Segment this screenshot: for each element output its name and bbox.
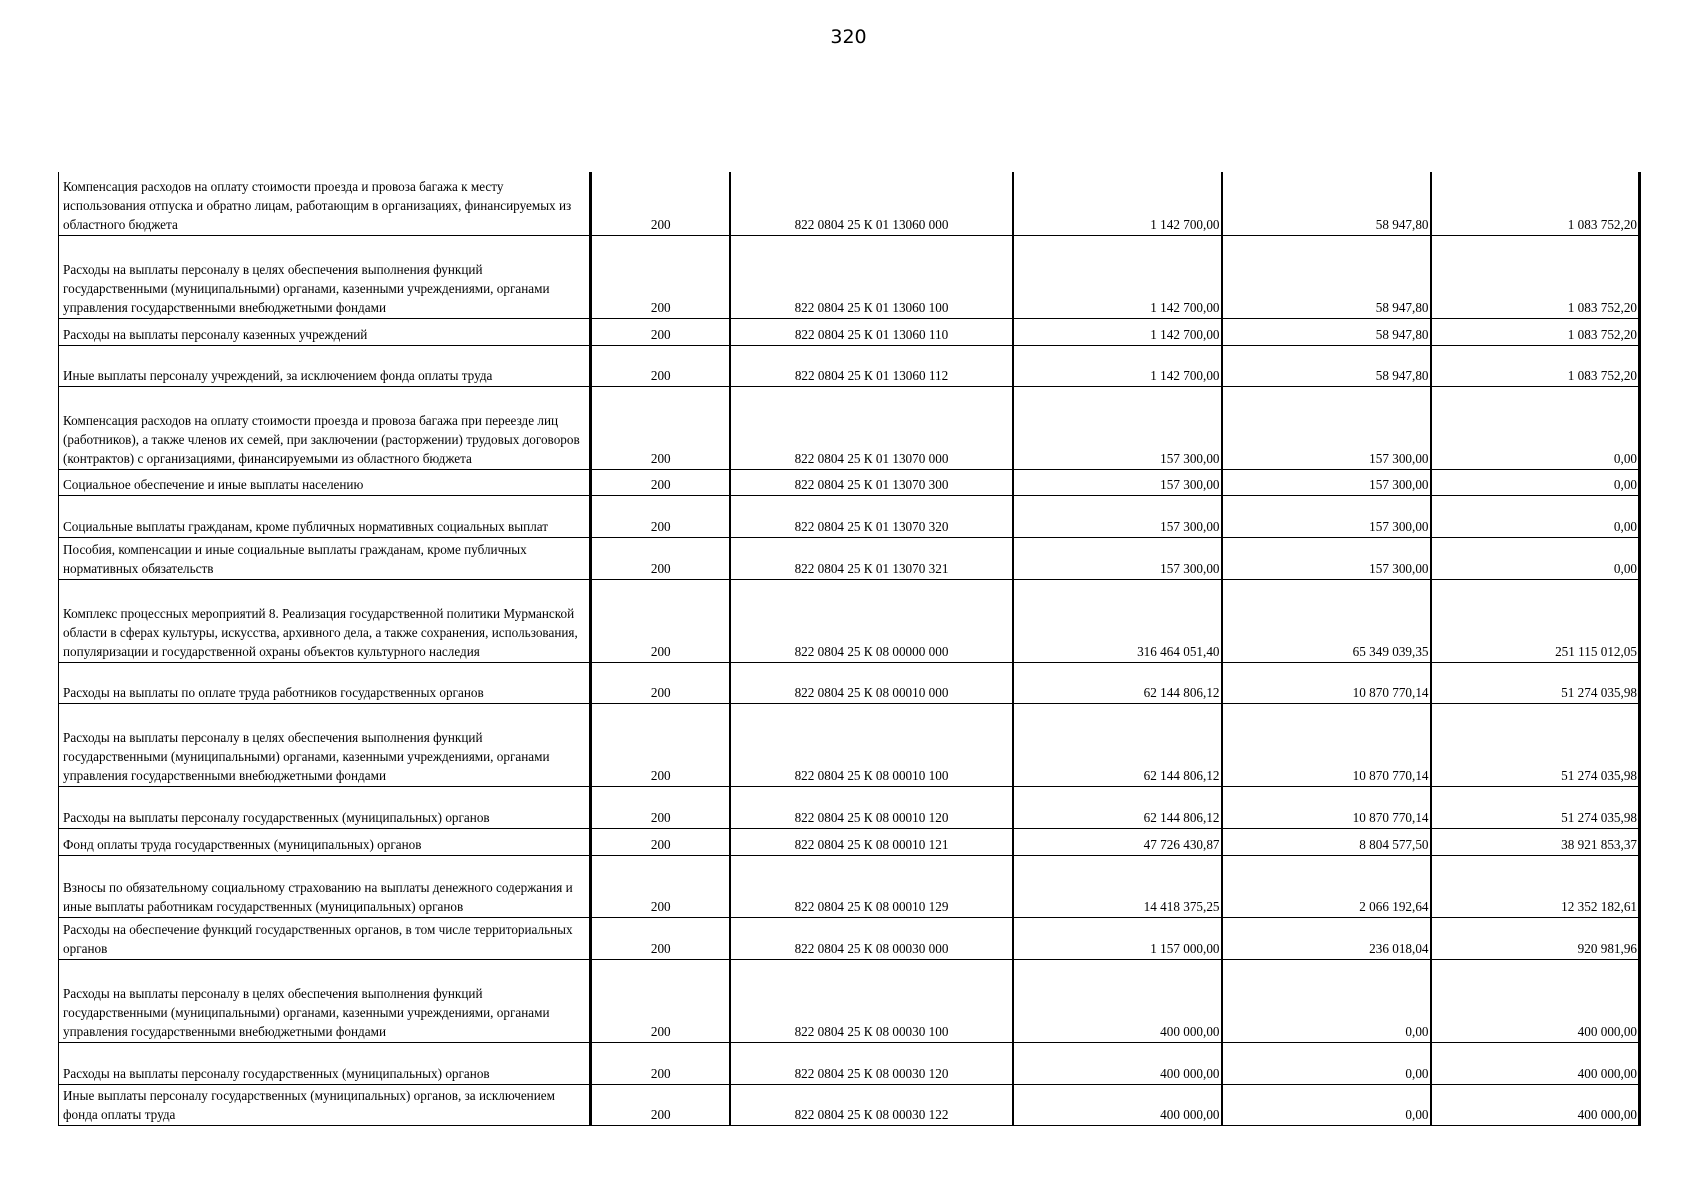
table-row <box>59 703 1640 786</box>
row-description: Расходы на выплаты персоналу государственных (муниципальных) органов <box>59 786 591 828</box>
row-unexecuted-amount: 400 000,00 <box>1431 959 1640 1042</box>
row-executed-amount: 236 018,04 <box>1222 917 1431 959</box>
row-classification-code: 822 0804 25 К 08 00010 121 <box>730 828 1013 855</box>
row-classification-code: 822 0804 25 К 01 13060 110 <box>730 318 1013 345</box>
row-classification-code: 822 0804 25 К 08 00010 000 <box>730 662 1013 703</box>
row-line-code: 200 <box>591 1084 730 1125</box>
page-number: 320 <box>830 26 867 48</box>
row-unexecuted-amount: 51 274 035,98 <box>1431 662 1640 703</box>
row-approved-amount: 62 144 806,12 <box>1013 703 1222 786</box>
table-row <box>59 579 1640 662</box>
row-unexecuted-amount: 51 274 035,98 <box>1431 703 1640 786</box>
table-row <box>59 495 1640 537</box>
row-unexecuted-amount: 0,00 <box>1431 386 1640 469</box>
row-executed-amount: 2 066 192,64 <box>1222 855 1431 917</box>
row-approved-amount: 1 142 700,00 <box>1013 172 1222 235</box>
row-classification-code: 822 0804 25 К 08 00010 120 <box>730 786 1013 828</box>
row-approved-amount: 157 300,00 <box>1013 386 1222 469</box>
table-row <box>59 345 1640 386</box>
row-executed-amount: 10 870 770,14 <box>1222 786 1431 828</box>
table-row <box>59 855 1640 917</box>
row-executed-amount: 0,00 <box>1222 1042 1431 1084</box>
row-classification-code: 822 0804 25 К 08 00030 120 <box>730 1042 1013 1084</box>
row-executed-amount: 58 947,80 <box>1222 318 1431 345</box>
row-line-code: 200 <box>591 495 730 537</box>
row-unexecuted-amount: 1 083 752,20 <box>1431 172 1640 235</box>
row-description: Социальное обеспечение и иные выплаты населению <box>59 469 591 495</box>
row-unexecuted-amount: 920 981,96 <box>1431 917 1640 959</box>
row-description: Расходы на выплаты по оплате труда работников государственных органов <box>59 662 591 703</box>
row-unexecuted-amount: 1 083 752,20 <box>1431 345 1640 386</box>
row-approved-amount: 400 000,00 <box>1013 1084 1222 1125</box>
row-line-code: 200 <box>591 579 730 662</box>
row-executed-amount: 65 349 039,35 <box>1222 579 1431 662</box>
table-row <box>59 235 1640 318</box>
row-description: Комплекс процессных мероприятий 8. Реализация государственной политики Мурманской области в сферах культуры, искусства, архивного дела, а также сохранения, использования, популяризации и государственной охраны объектов культурного наследия <box>59 579 591 662</box>
row-executed-amount: 10 870 770,14 <box>1222 703 1431 786</box>
row-approved-amount: 400 000,00 <box>1013 1042 1222 1084</box>
row-line-code: 200 <box>591 786 730 828</box>
row-description: Расходы на выплаты персоналу казенных учреждений <box>59 318 591 345</box>
row-description: Расходы на выплаты персоналу в целях обеспечения выполнения функций государственными (муниципальными) органами, казенными учреждениями, органами управления государственными внебюджетными фондами <box>59 703 591 786</box>
row-description: Социальные выплаты гражданам, кроме публичных нормативных социальных выплат <box>59 495 591 537</box>
row-approved-amount: 157 300,00 <box>1013 495 1222 537</box>
row-unexecuted-amount: 51 274 035,98 <box>1431 786 1640 828</box>
row-approved-amount: 157 300,00 <box>1013 469 1222 495</box>
row-description: Расходы на обеспечение функций государственных органов, в том числе территориальных органов <box>59 917 591 959</box>
row-executed-amount: 157 300,00 <box>1222 495 1431 537</box>
row-line-code: 200 <box>591 828 730 855</box>
row-description: Расходы на выплаты персоналу государственных (муниципальных) органов <box>59 1042 591 1084</box>
row-classification-code: 822 0804 25 К 08 00000 000 <box>730 579 1013 662</box>
row-classification-code: 822 0804 25 К 08 00030 100 <box>730 959 1013 1042</box>
row-classification-code: 822 0804 25 К 01 13060 112 <box>730 345 1013 386</box>
table-row <box>59 318 1640 345</box>
row-description: Взносы по обязательному социальному страхованию на выплаты денежного содержания и иные выплаты работникам государственных (муниципальных) органов <box>59 855 591 917</box>
table-row <box>59 959 1640 1042</box>
row-classification-code: 822 0804 25 К 01 13070 000 <box>730 386 1013 469</box>
row-description: Пособия, компенсации и иные социальные выплаты гражданам, кроме публичных нормативных обязательств <box>59 537 591 579</box>
row-line-code: 200 <box>591 662 730 703</box>
row-classification-code: 822 0804 25 К 01 13060 100 <box>730 235 1013 318</box>
row-unexecuted-amount: 1 083 752,20 <box>1431 235 1640 318</box>
row-line-code: 200 <box>591 172 730 235</box>
row-approved-amount: 14 418 375,25 <box>1013 855 1222 917</box>
row-description: Расходы на выплаты персоналу в целях обеспечения выполнения функций государственными (муниципальными) органами, казенными учреждениями, органами управления государственными внебюджетными фондами <box>59 959 591 1042</box>
row-line-code: 200 <box>591 345 730 386</box>
row-line-code: 200 <box>591 537 730 579</box>
row-unexecuted-amount: 400 000,00 <box>1431 1084 1640 1125</box>
row-approved-amount: 400 000,00 <box>1013 959 1222 1042</box>
row-classification-code: 822 0804 25 К 08 00030 000 <box>730 917 1013 959</box>
row-executed-amount: 58 947,80 <box>1222 172 1431 235</box>
row-approved-amount: 47 726 430,87 <box>1013 828 1222 855</box>
row-unexecuted-amount: 12 352 182,61 <box>1431 855 1640 917</box>
row-executed-amount: 0,00 <box>1222 1084 1431 1125</box>
row-classification-code: 822 0804 25 К 01 13070 320 <box>730 495 1013 537</box>
row-classification-code: 822 0804 25 К 08 00010 100 <box>730 703 1013 786</box>
table-row <box>59 662 1640 703</box>
row-description: Фонд оплаты труда государственных (муниципальных) органов <box>59 828 591 855</box>
row-classification-code: 822 0804 25 К 01 13070 300 <box>730 469 1013 495</box>
row-unexecuted-amount: 251 115 012,05 <box>1431 579 1640 662</box>
row-description: Компенсация расходов на оплату стоимости проезда и провоза багажа к месту использования отпуска и обратно лицам, работающим в организациях, финансируемых из областного бюджета <box>59 172 591 235</box>
row-approved-amount: 1 142 700,00 <box>1013 345 1222 386</box>
row-unexecuted-amount: 38 921 853,37 <box>1431 828 1640 855</box>
row-classification-code: 822 0804 25 К 08 00030 122 <box>730 1084 1013 1125</box>
row-line-code: 200 <box>591 959 730 1042</box>
table-row <box>59 828 1640 855</box>
row-line-code: 200 <box>591 386 730 469</box>
row-approved-amount: 62 144 806,12 <box>1013 662 1222 703</box>
table-row <box>59 386 1640 469</box>
row-executed-amount: 8 804 577,50 <box>1222 828 1431 855</box>
row-executed-amount: 157 300,00 <box>1222 537 1431 579</box>
row-approved-amount: 62 144 806,12 <box>1013 786 1222 828</box>
row-line-code: 200 <box>591 855 730 917</box>
row-executed-amount: 58 947,80 <box>1222 345 1431 386</box>
row-approved-amount: 316 464 051,40 <box>1013 579 1222 662</box>
row-classification-code: 822 0804 25 К 01 13070 321 <box>730 537 1013 579</box>
table-row <box>59 1084 1640 1125</box>
row-approved-amount: 1 142 700,00 <box>1013 318 1222 345</box>
row-description: Иные выплаты персоналу учреждений, за исключением фонда оплаты труда <box>59 345 591 386</box>
row-approved-amount: 1 157 000,00 <box>1013 917 1222 959</box>
row-executed-amount: 10 870 770,14 <box>1222 662 1431 703</box>
row-line-code: 200 <box>591 917 730 959</box>
row-unexecuted-amount: 400 000,00 <box>1431 1042 1640 1084</box>
row-executed-amount: 157 300,00 <box>1222 386 1431 469</box>
row-line-code: 200 <box>591 469 730 495</box>
row-unexecuted-amount: 0,00 <box>1431 537 1640 579</box>
row-executed-amount: 157 300,00 <box>1222 469 1431 495</box>
table-row <box>59 172 1640 235</box>
row-unexecuted-amount: 0,00 <box>1431 495 1640 537</box>
row-description: Компенсация расходов на оплату стоимости проезда и провоза багажа при переезде лиц (работников), а также членов их семей, при заключении (расторжении) трудовых договоров (контрактов) с организациями, финансируемыми из областного бюджета <box>59 386 591 469</box>
row-executed-amount: 0,00 <box>1222 959 1431 1042</box>
row-line-code: 200 <box>591 235 730 318</box>
table-row <box>59 1042 1640 1084</box>
row-executed-amount: 58 947,80 <box>1222 235 1431 318</box>
table-row <box>59 537 1640 579</box>
row-description: Иные выплаты персоналу государственных (муниципальных) органов, за исключением фонда оплаты труда <box>59 1084 591 1125</box>
budget-table <box>58 172 1641 1126</box>
row-classification-code: 822 0804 25 К 08 00010 129 <box>730 855 1013 917</box>
row-line-code: 200 <box>591 318 730 345</box>
row-line-code: 200 <box>591 1042 730 1084</box>
table-row <box>59 469 1640 495</box>
row-unexecuted-amount: 1 083 752,20 <box>1431 318 1640 345</box>
row-description: Расходы на выплаты персоналу в целях обеспечения выполнения функций государственными (муниципальными) органами, казенными учреждениями, органами управления государственными внебюджетными фондами <box>59 235 591 318</box>
row-line-code: 200 <box>591 703 730 786</box>
row-approved-amount: 157 300,00 <box>1013 537 1222 579</box>
row-classification-code: 822 0804 25 К 01 13060 000 <box>730 172 1013 235</box>
table-row <box>59 786 1640 828</box>
row-approved-amount: 1 142 700,00 <box>1013 235 1222 318</box>
table-row <box>59 917 1640 959</box>
row-unexecuted-amount: 0,00 <box>1431 469 1640 495</box>
